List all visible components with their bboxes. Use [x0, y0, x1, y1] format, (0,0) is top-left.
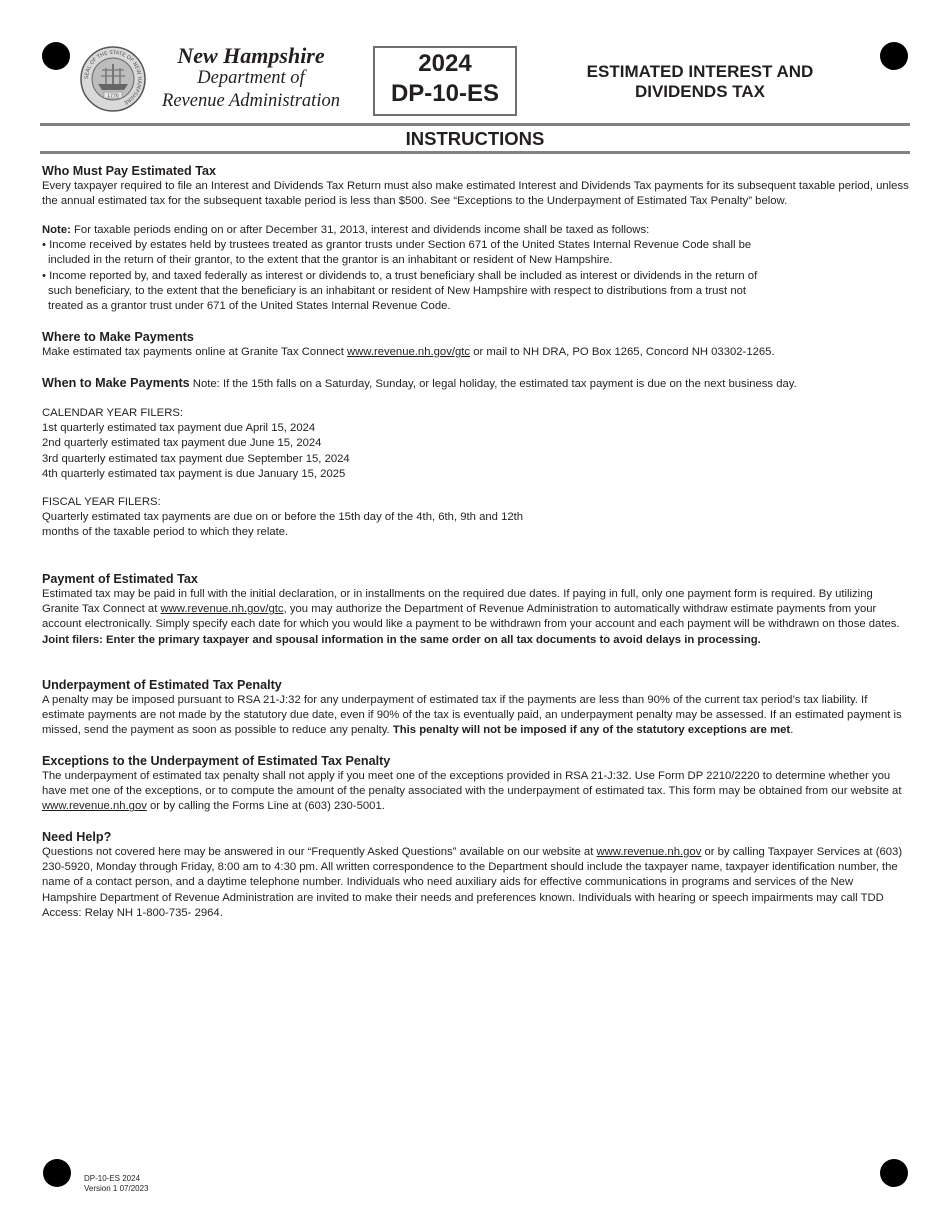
calendar-item: 4th quarterly estimated tax payment is due January 15, 2025 [42, 467, 346, 480]
who-must-pay-body: Every taxpayer required to file an Interest and Dividends Tax Return must also make estimated Interest and Dividends Tax payments for its subsequent taxable period, unless the annual estimated tax for the subsequent taxable period is less than $500. See “Exceptions to the Underpayment of Estimated Tax Penalty” below. [42, 180, 909, 208]
payment-heading: Payment of Estimated Tax [42, 572, 198, 586]
calendar-filers [42, 406, 910, 482]
underpayment-section [42, 677, 910, 739]
svg-text:SEAL OF THE STATE OF NEW HAMPS: SEAL OF THE STATE OF NEW HAMPSHIRE [83, 49, 143, 106]
fiscal-filers [42, 495, 910, 541]
registration-mark-bottom-left [43, 1159, 71, 1187]
fiscal-line-1: Quarterly estimated tax payments are due on or before the 15th day of the 4th, 6th, 9th and 12th [42, 511, 524, 524]
payment-text-post: , you may authorize the Department of Revenue Administration to automatically withdraw estimate payments from your account electronically. Simply specify each date for which you would like a payment to be withdrawn from your account and each payment will be withdrawn on those dates. [42, 603, 900, 631]
calendar-item: 1st quarterly estimated tax payment due April 15, 2024 [42, 422, 316, 435]
form-title-line-1: ESTIMATED INTEREST AND [586, 62, 814, 81]
note-bullet-2 [42, 269, 910, 315]
form-id-box [373, 46, 517, 116]
registration-mark-top-left [42, 42, 70, 70]
who-must-pay-heading: Who Must Pay Estimated Tax [42, 164, 217, 178]
calendar-label: CALENDAR YEAR FILERS: [42, 407, 184, 419]
section-title: INSTRUCTIONS [405, 128, 545, 149]
form-title [545, 62, 855, 102]
exceptions-text-pre: The underpayment of estimated tax penalty shall not apply if you meet one of the exceptions provided in RSA 21-J:32. Use Form DP 2210/2220 to determine whether you have met one of the exceptions, or to compute the amount of the penalty associated with the underpayment of estimated tax. This form may be obtained from our website at [42, 770, 902, 798]
where-heading: Where to Make Payments [42, 330, 194, 344]
state-name: New Hampshire [177, 43, 325, 68]
underpayment-text-end: . [790, 724, 794, 737]
header-rule-bottom [40, 151, 910, 154]
registration-mark-bottom-right [880, 1159, 908, 1187]
when-note: Note: If the 15th falls on a Saturday, Sunday, or legal holiday, the estimated tax payment is due on the next business day. [189, 378, 797, 390]
fiscal-label: FISCAL YEAR FILERS: [42, 496, 161, 508]
gtc-link[interactable]: www.revenue.nh.gov/gtc [346, 346, 471, 358]
note-bullet-2-line-1: • Income reported by, and taxed federally as interest or dividends to, a trust beneficiary shall be included as interest or dividends in the return of [42, 269, 758, 282]
where-text-pre: Make estimated tax payments online at Granite Tax Connect [42, 346, 347, 358]
note-label: Note: [42, 224, 71, 236]
exceptions-text-post: or by calling the Forms Line at (603) 230-5001. [146, 800, 385, 813]
footer-form-id: DP-10-ES 2024 [84, 1174, 141, 1183]
department-line-2: Revenue Administration [162, 91, 340, 111]
svg-text:1776: 1776 [107, 94, 119, 99]
note-bullet-2-line-3: treated as a grantor trust under 671 of the United States Internal Revenue Code. [48, 300, 451, 313]
revenue-link[interactable]: www.revenue.nh.gov [596, 846, 702, 858]
note-bullet-1-line-1: • Income received by estates held by trustees treated as grantor trusts under Section 671 of the United States Internal Revenue Code shall be [42, 239, 752, 252]
need-help-text-pre: Questions not covered here may be answered in our “Frequently Asked Questions” available on our website at [42, 846, 597, 858]
note-bullet-1-line-2: included in the return of their grantor, to the extent that the grantor is an inhabitant or resident of New Hampshire. [48, 254, 613, 267]
state-seal-logo [80, 46, 146, 112]
registration-mark-top-right [880, 42, 908, 70]
joint-filers-note: Joint filers: Enter the primary taxpayer and spousal information in the same order on all tax documents to avoid delays in processing. [42, 633, 761, 646]
underpayment-heading: Underpayment of Estimated Tax Penalty [42, 678, 282, 692]
when-heading: When to Make Payments [42, 376, 190, 390]
exceptions-section [42, 753, 910, 815]
when-section [42, 375, 910, 392]
payment-text-pre: Estimated tax may be paid in full with the initial declaration, or in installments on the required due dates. If paying in full, only one payment form is required. By utilizing Granite Tax Connect at [42, 588, 873, 616]
form-year: 2024 [418, 50, 472, 77]
gtc-link[interactable]: www.revenue.nh.gov/gtc [160, 603, 284, 616]
where-text-post: or mail to NH DRA, PO Box 1265, Concord NH 03302-1265. [470, 346, 775, 358]
agency-name [146, 44, 356, 113]
need-help-heading: Need Help? [42, 830, 112, 844]
note-intro: For taxable periods ending on or after December 31, 2013, interest and dividends income shall be taxed as follows: [70, 224, 650, 236]
calendar-item: 3rd quarterly estimated tax payment due September 15, 2024 [42, 452, 350, 465]
need-help-section [42, 829, 910, 921]
form-title-line-2: DIVIDENDS TAX [634, 82, 766, 101]
exceptions-heading: Exceptions to the Underpayment of Estimated Tax Penalty [42, 754, 391, 768]
calendar-item: 2nd quarterly estimated tax payment due June 15, 2024 [42, 437, 322, 450]
underpayment-bold-text: This penalty will not be imposed if any of the statutory exceptions are met [392, 724, 791, 737]
note-bullet-1 [42, 238, 910, 268]
underpayment-text: A penalty may be imposed pursuant to RSA 21-J:32 for any underpayment of estimated tax if the payments are less than 90% of the current tax period’s tax liability. If estimate payments are not made by the statutory due date, even if 90% of the tax is eventually paid, an underpayment penalty may be assessed. If an estimated payment is missed, send the payment as soon as possible to reduce any penalty. [42, 694, 902, 737]
header-rule-top [40, 123, 910, 126]
department-line-1: Department of [197, 68, 305, 88]
fiscal-line-2: months of the taxable period to which they relate. [42, 526, 289, 539]
revenue-link[interactable]: www.revenue.nh.gov [42, 800, 147, 813]
form-footer [84, 1174, 149, 1194]
who-must-pay-section [42, 163, 910, 209]
where-section [42, 329, 910, 360]
need-help-text-post: or by calling Taxpayer Services at (603) 230-5920, Monday through Friday, 8:00 am to 4:30 pm. All written correspondence to the Department should include the taxpayer name, taxpayer identification number, the name of a contact person, and a daytime telephone number. Individuals who need auxiliary aids for effective communications in programs and services of the New Hampshire Department of Revenue Administration are invited to make their needs and preferences known. Individuals with hearing or speech impairments may call TDD Access: Relay NH 1-800-735- 2964. [42, 846, 903, 919]
note-bullet-2-line-2: such beneficiary, to the extent that the beneficiary is an inhabitant or resident of New Hampshire with respect to distributions from a trust not [48, 284, 747, 297]
footer-version: Version 1 07/2023 [84, 1184, 149, 1193]
note-section [42, 223, 910, 314]
payment-section [42, 571, 910, 648]
form-number: DP-10-ES [390, 80, 500, 107]
